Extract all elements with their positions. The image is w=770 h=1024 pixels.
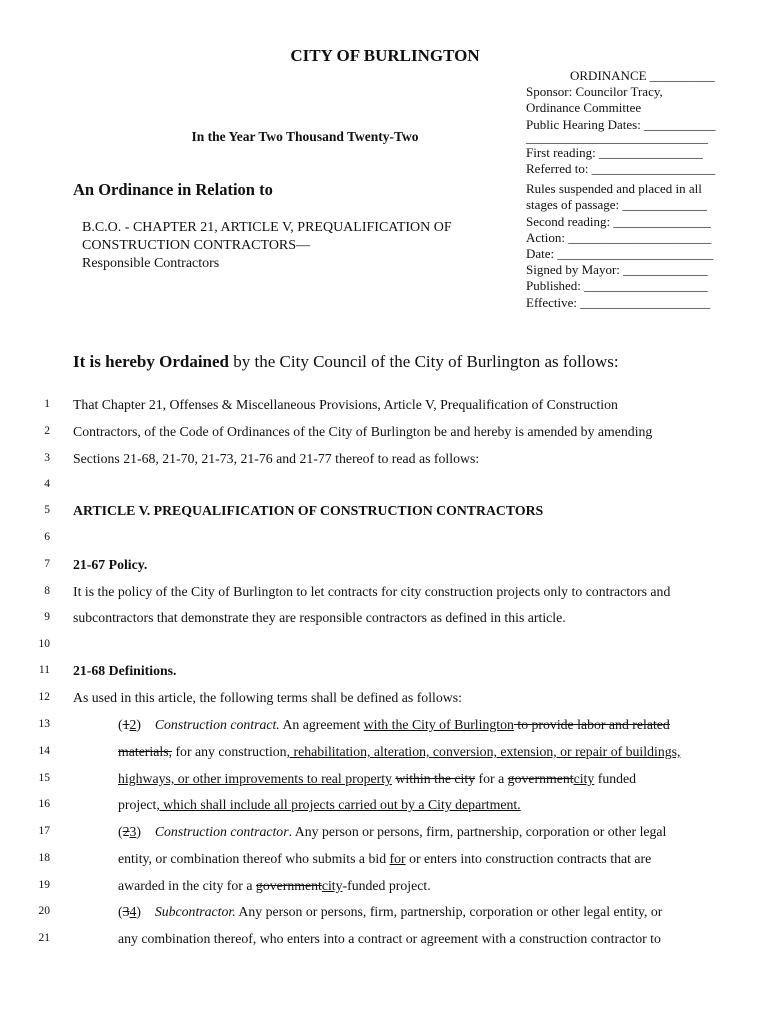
subject-line: B.C.O. - CHAPTER 21, ARTICLE V, PREQUALIFICATION OF bbox=[82, 220, 452, 235]
body-line-13 bbox=[0, 717, 770, 743]
line-text bbox=[118, 771, 636, 787]
first-reading: First reading: ________________ bbox=[526, 144, 703, 160]
section-heading-policy: 21-67 Policy. bbox=[73, 557, 148, 572]
line-number: 8 bbox=[44, 585, 50, 597]
text-run: project bbox=[118, 797, 157, 812]
second-reading: Second reading: _______________ bbox=[526, 213, 711, 229]
ordinance-number: ORDINANCE __________ bbox=[570, 68, 715, 83]
line-text bbox=[118, 797, 521, 813]
inserted-text: for bbox=[389, 851, 406, 866]
body-line-15 bbox=[0, 771, 770, 797]
body-line-7 bbox=[0, 557, 770, 583]
deleted-text: to provide labor and related bbox=[513, 717, 670, 732]
defined-term: Subcontractor. bbox=[154, 904, 236, 919]
deleted-text: government bbox=[255, 878, 322, 893]
text-run: Any person or persons, firm, partnership, corporation or other legal entity, or bbox=[235, 904, 663, 919]
body-line-6 bbox=[0, 530, 770, 556]
line-number: 2 bbox=[44, 425, 50, 437]
text-run: entity, or combination thereof who submits a bid bbox=[118, 851, 390, 866]
text-run: ) bbox=[136, 904, 155, 919]
line-number: 12 bbox=[38, 691, 50, 703]
blank-line: ____________________________ bbox=[526, 129, 708, 145]
defined-term: Construction contract. bbox=[154, 717, 280, 732]
line-text: That Chapter 21, Offenses & Miscellaneous Provisions, Article V, Prequalification of Construction bbox=[73, 397, 618, 412]
subject-line: CONSTRUCTION CONTRACTORS— bbox=[82, 238, 311, 253]
body-line-2 bbox=[0, 424, 770, 450]
rules-suspended: Rules suspended and placed in all bbox=[526, 181, 702, 197]
published: Published: ___________________ bbox=[526, 278, 708, 294]
inserted-text: 2 bbox=[129, 717, 137, 732]
body-line-18 bbox=[0, 851, 770, 877]
action: Action: ______________________ bbox=[526, 229, 712, 245]
body-line-10 bbox=[0, 637, 770, 663]
defined-term: Construction contractor bbox=[154, 824, 289, 839]
body-line-5 bbox=[0, 503, 770, 529]
line-number: 20 bbox=[38, 905, 50, 917]
text-run: or enters into construction contracts that are bbox=[405, 851, 652, 866]
public-hearing-dates: Public Hearing Dates: ___________ bbox=[526, 116, 716, 132]
line-number: 9 bbox=[44, 611, 50, 623]
text-run: for a bbox=[475, 771, 508, 786]
line-text: It is the policy of the City of Burlington to let contracts for city construction projects only to contractors and bbox=[73, 584, 671, 599]
stages-of-passage: stages of passage: _____________ bbox=[526, 197, 707, 213]
line-number: 13 bbox=[38, 718, 50, 730]
line-number: 3 bbox=[44, 452, 50, 464]
date: Date: ________________________ bbox=[526, 246, 714, 262]
deleted-text: materials, bbox=[118, 744, 173, 759]
line-text: subcontractors that demonstrate they are responsible contractors as defined in this article. bbox=[73, 610, 566, 625]
body-line-9 bbox=[0, 610, 770, 636]
line-number: 16 bbox=[38, 798, 50, 810]
deleted-text: government bbox=[507, 771, 574, 786]
line-text bbox=[118, 717, 670, 733]
line-number: 18 bbox=[38, 852, 50, 864]
deleted-text: 3 bbox=[122, 904, 130, 919]
year-line: In the Year Two Thousand Twenty-Two bbox=[191, 129, 419, 144]
body-line-17 bbox=[0, 824, 770, 850]
text-run: for any construction bbox=[172, 744, 287, 759]
line-text bbox=[118, 904, 662, 920]
text-run: -funded project. bbox=[342, 878, 431, 893]
text-run: ( bbox=[118, 717, 123, 732]
ordained-rest: by the City Council of the City of Burlington as follows: bbox=[229, 352, 619, 371]
line-text: any combination thereof, who enters into a contract or agreement with a construction contractor to bbox=[118, 931, 661, 946]
line-text: Sections 21-68, 21-70, 21-73, 21-76 and 21-77 thereof to read as follows: bbox=[73, 451, 480, 466]
text-run: ( bbox=[118, 824, 123, 839]
body-line-1 bbox=[0, 397, 770, 423]
ordinance-subject bbox=[82, 219, 452, 273]
line-text bbox=[118, 824, 666, 840]
inserted-text: city bbox=[573, 771, 595, 786]
line-number: 15 bbox=[38, 772, 50, 784]
text-run: An agreement bbox=[279, 717, 364, 732]
referred-to: Referred to: ___________________ bbox=[526, 161, 716, 177]
city-title: CITY OF BURLINGTON bbox=[290, 46, 480, 65]
inserted-text: city bbox=[321, 878, 343, 893]
line-text: Contractors, of the Code of Ordinances of the City of Burlington be and hereby is amended by amending bbox=[73, 424, 653, 439]
text-run: awarded in the city for a bbox=[118, 878, 256, 893]
article-heading: ARTICLE V. PREQUALIFICATION OF CONSTRUCTION CONTRACTORS bbox=[73, 503, 544, 518]
inserted-text: highways, or other improvements to real property bbox=[118, 771, 392, 786]
line-text bbox=[118, 744, 680, 760]
line-number: 1 bbox=[44, 398, 50, 410]
body-line-16 bbox=[0, 797, 770, 823]
deleted-text: 1 bbox=[122, 717, 130, 732]
section-heading-definitions: 21-68 Definitions. bbox=[73, 663, 177, 678]
line-number: 4 bbox=[44, 478, 50, 490]
subject-line: Responsible Contractors bbox=[82, 256, 220, 271]
text-run: . Any person or persons, firm, partnership, corporation or other legal bbox=[288, 824, 667, 839]
line-number: 21 bbox=[38, 932, 50, 944]
line-text: As used in this article, the following terms shall be defined as follows: bbox=[73, 690, 462, 705]
committee: Ordinance Committee bbox=[526, 100, 642, 116]
body-line-21 bbox=[0, 931, 770, 957]
body-line-14 bbox=[0, 744, 770, 770]
line-text bbox=[118, 878, 431, 894]
body-line-12 bbox=[0, 690, 770, 716]
line-number: 14 bbox=[38, 745, 50, 757]
ordinance-heading: An Ordinance in Relation to bbox=[73, 180, 273, 199]
line-text bbox=[118, 851, 651, 867]
body-line-3 bbox=[0, 451, 770, 477]
line-number: 7 bbox=[44, 558, 50, 570]
inserted-text: with the City of Burlington bbox=[363, 717, 514, 732]
ordained-bold: It is hereby Ordained bbox=[73, 352, 230, 371]
body-line-8 bbox=[0, 584, 770, 610]
text-run: ( bbox=[118, 904, 123, 919]
effective: Effective: ____________________ bbox=[526, 294, 711, 310]
text-run: ) bbox=[136, 717, 155, 732]
deleted-text: within the city bbox=[395, 771, 476, 786]
line-number: 11 bbox=[38, 664, 50, 676]
inserted-text: , which shall include all projects carried out by a City department. bbox=[156, 797, 521, 812]
body-line-11 bbox=[0, 663, 770, 689]
line-number: 5 bbox=[44, 504, 50, 516]
deleted-text: 2 bbox=[122, 824, 130, 839]
text-run: funded bbox=[594, 771, 637, 786]
body-line-4 bbox=[0, 477, 770, 503]
line-number: 17 bbox=[38, 825, 50, 837]
inserted-text: 3 bbox=[129, 824, 137, 839]
line-number: 10 bbox=[38, 638, 50, 650]
body-line-20 bbox=[0, 904, 770, 930]
body-line-19 bbox=[0, 878, 770, 904]
text-run: ) bbox=[136, 824, 155, 839]
line-number: 19 bbox=[38, 879, 50, 891]
inserted-text: 4 bbox=[129, 904, 137, 919]
ordained-statement bbox=[73, 352, 619, 372]
inserted-text: , rehabilitation, alteration, conversion, extension, or repair of buildings, bbox=[286, 744, 681, 759]
line-number: 6 bbox=[44, 531, 50, 543]
sponsor: Sponsor: Councilor Tracy, bbox=[526, 84, 663, 100]
signed-by-mayor: Signed by Mayor: _____________ bbox=[526, 262, 708, 278]
ordinance-status-block bbox=[526, 68, 741, 311]
